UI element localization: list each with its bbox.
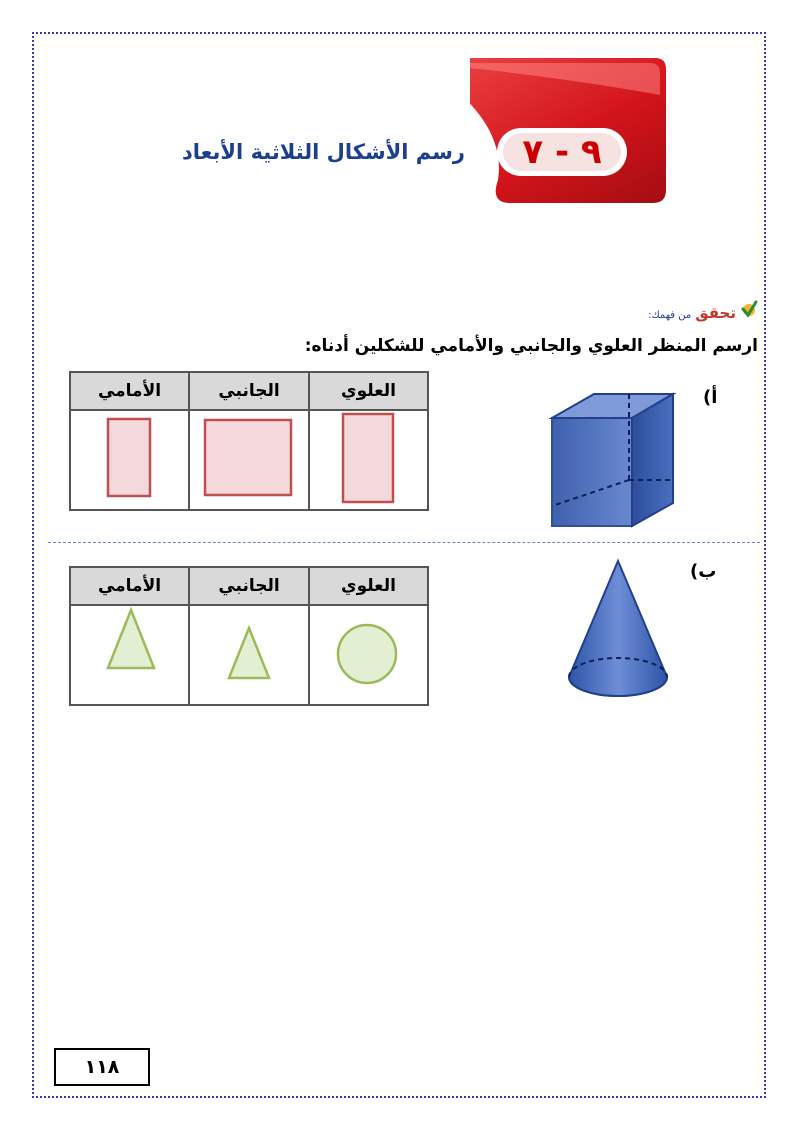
side-view-small-triangle	[190, 606, 308, 704]
top-view-cell[interactable]	[309, 410, 428, 510]
lesson-number: ٩ - ٧	[522, 132, 602, 172]
side-view-wide-rectangle	[190, 411, 308, 509]
header-front: الأمامي	[70, 372, 189, 410]
exercise-b-label: ب)	[690, 561, 717, 582]
exercise-a-views-table	[69, 371, 429, 511]
cone-figure	[566, 558, 671, 703]
section-divider	[48, 542, 760, 543]
top-view-circle	[310, 606, 427, 704]
top-view-cell[interactable]	[309, 605, 428, 705]
header-top: العلوي	[309, 372, 428, 410]
lesson-title: رسم الأشكال الثلاثية الأبعاد	[182, 140, 465, 164]
exercise-a-label: أ)	[703, 387, 718, 408]
header-front: الأمامي	[70, 567, 189, 605]
page-number: ١١٨	[54, 1048, 150, 1086]
front-view-narrow-rectangle	[71, 411, 188, 509]
front-view-cell[interactable]	[70, 605, 189, 705]
check-word: تحقق	[695, 304, 736, 322]
header-side: الجانبي	[189, 372, 309, 410]
instruction-text: ارسم المنظر العلوي والجانبي والأمامي للشكلين أدناه:	[304, 336, 758, 356]
side-view-cell[interactable]	[189, 605, 309, 705]
side-view-cell[interactable]	[189, 410, 309, 510]
header-side: الجانبي	[189, 567, 309, 605]
rectangular-prism-figure	[545, 388, 680, 528]
exercise-b-views-table	[69, 566, 429, 706]
check-understanding-heading	[648, 300, 758, 322]
header-top: العلوي	[309, 567, 428, 605]
front-view-triangle	[71, 606, 188, 704]
top-view-tall-rectangle	[310, 411, 427, 509]
front-view-cell[interactable]	[70, 410, 189, 510]
checkmark-icon	[740, 300, 758, 318]
check-subtitle: من فهمك:	[648, 310, 692, 321]
